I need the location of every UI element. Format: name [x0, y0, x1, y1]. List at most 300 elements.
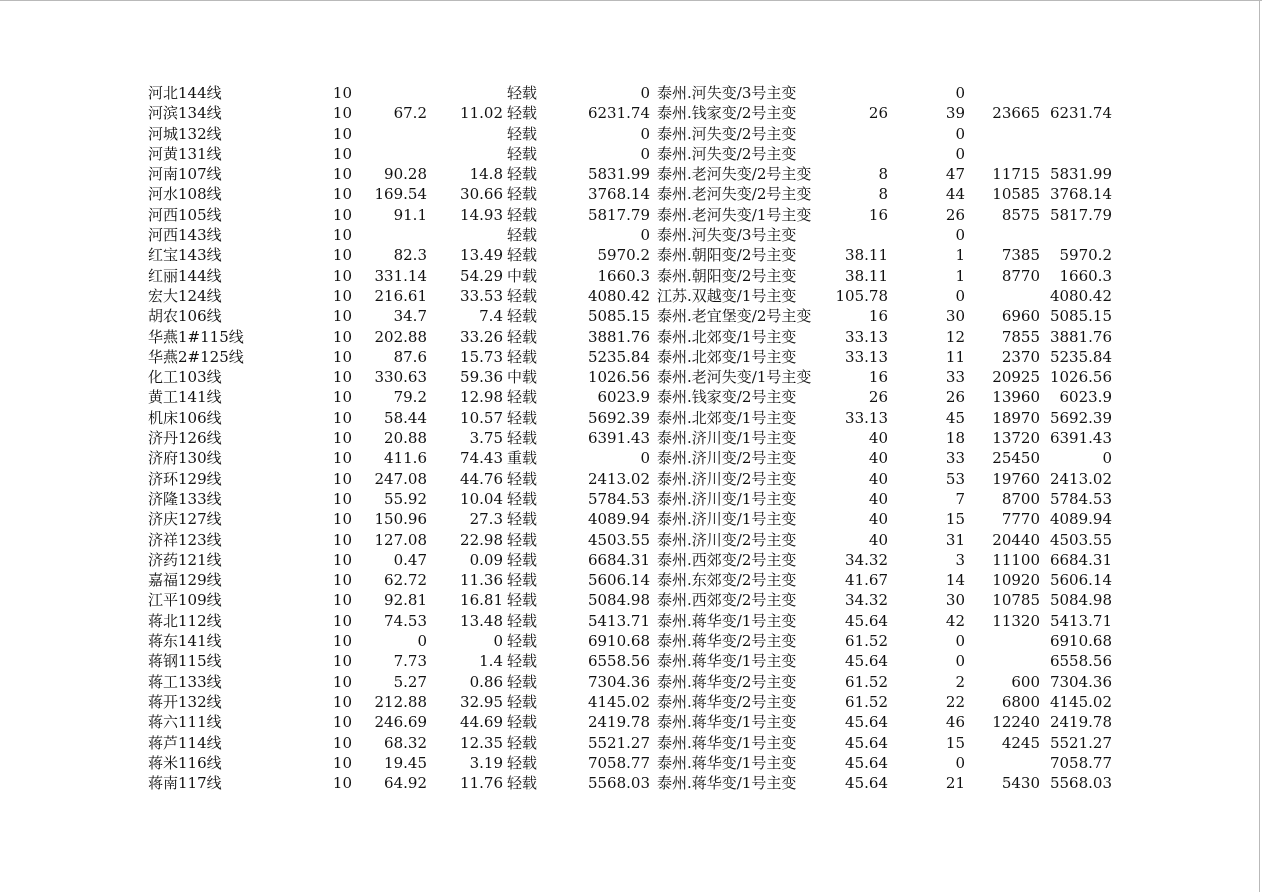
connected-load-cell: 600 [1011, 672, 1040, 691]
table-row [148, 124, 1128, 144]
voltage-cell: 10 [332, 713, 352, 732]
table-row [148, 712, 1128, 732]
voltage-cell: 10 [332, 429, 352, 448]
substation-transformer-cell: 泰州.蒋华变/1号主变 [657, 713, 797, 732]
line-name-cell: 华燕2#125线 [148, 347, 244, 366]
load-rate-cell: 74.43 [460, 449, 503, 468]
count-cell: 2 [955, 672, 965, 691]
capacity-cell: 0 [640, 124, 650, 143]
load-rate-cell: 0.09 [469, 550, 503, 569]
table-row [148, 327, 1128, 347]
voltage-cell: 10 [332, 368, 352, 387]
connected-load-cell: 8575 [1001, 205, 1040, 224]
line-name-cell: 蒋米116线 [148, 753, 222, 772]
line-name-cell: 宏大124线 [148, 286, 222, 305]
line-name-cell: 河滨134线 [148, 104, 222, 123]
count-cell: 30 [945, 307, 965, 326]
line-name-cell: 蒋工133线 [148, 672, 222, 691]
line-name-cell: 胡农106线 [148, 307, 222, 326]
load-rate-cell: 3.19 [469, 753, 503, 772]
substation-transformer-cell: 泰州.蒋华变/1号主变 [657, 652, 797, 671]
table-row [148, 387, 1128, 407]
capacity-cell: 1026.56 [587, 368, 650, 387]
capacity-cell: 5831.99 [587, 165, 650, 184]
connected-load-cell: 8700 [1001, 489, 1040, 508]
capacity-cell: 5692.39 [587, 408, 650, 427]
available-capacity-cell: 2419.78 [1049, 713, 1112, 732]
available-capacity-cell: 5085.15 [1049, 307, 1112, 326]
load-status-cell: 轻载 [507, 144, 538, 163]
load-status-cell: 轻载 [507, 388, 538, 407]
voltage-cell: 10 [332, 652, 352, 671]
table-row [148, 530, 1128, 550]
line-name-cell: 济环129线 [148, 469, 222, 488]
substation-transformer-cell: 泰州.济川变/2号主变 [657, 530, 797, 549]
count-cell: 44 [945, 185, 965, 204]
connected-load-cell: 6800 [1001, 692, 1040, 711]
capacity-cell: 6391.43 [587, 429, 650, 448]
load-rate-cell: 30.66 [460, 185, 503, 204]
count-cell: 18 [945, 429, 965, 448]
substation-transformer-cell: 泰州.蒋华变/2号主变 [657, 692, 797, 711]
line-name-cell: 蒋东141线 [148, 632, 222, 651]
load-rate-cell: 15.73 [460, 347, 503, 366]
available-capacity-cell [1040, 225, 1112, 245]
page-top-border [0, 0, 1262, 1]
substation-transformer-cell: 泰州.东郊变/2号主变 [657, 571, 797, 590]
load-status-cell: 轻载 [507, 226, 538, 245]
load-status-cell: 轻载 [507, 550, 538, 569]
connected-load-cell: 8770 [1001, 266, 1040, 285]
transformer-capacity-cell: 61.52 [845, 632, 888, 651]
capacity-cell: 5568.03 [587, 774, 650, 793]
line-name-cell: 机床106线 [148, 408, 222, 427]
capacity-cell: 6910.68 [587, 632, 650, 651]
transformer-capacity-cell: 61.52 [845, 692, 888, 711]
available-capacity-cell: 7304.36 [1049, 672, 1112, 691]
load-status-cell: 轻载 [507, 286, 538, 305]
line-name-cell: 河北144线 [148, 84, 222, 102]
current-cell: 7.73 [393, 652, 427, 671]
count-cell: 1 [955, 246, 965, 265]
substation-transformer-cell: 泰州.蒋华变/1号主变 [657, 733, 797, 752]
transformer-capacity-cell: 16 [868, 205, 888, 224]
line-name-cell: 华燕1#115线 [148, 327, 244, 346]
load-rate-cell: 0.86 [469, 672, 503, 691]
transformer-capacity-cell [815, 144, 888, 164]
available-capacity-cell: 5831.99 [1049, 165, 1112, 184]
count-cell: 22 [945, 692, 965, 711]
load-rate-cell: 27.3 [469, 510, 503, 529]
available-capacity-cell: 3881.76 [1049, 327, 1112, 346]
line-name-cell: 蒋南117线 [148, 774, 222, 793]
available-capacity-cell: 6231.74 [1049, 104, 1112, 123]
line-name-cell: 济药121线 [148, 550, 222, 569]
substation-transformer-cell: 泰州.河失变/3号主变 [657, 226, 797, 245]
transformer-capacity-cell: 61.52 [845, 672, 888, 691]
load-status-cell: 轻载 [507, 429, 538, 448]
connected-load-cell: 10920 [992, 571, 1040, 590]
available-capacity-cell: 5084.98 [1049, 591, 1112, 610]
table-row [148, 347, 1128, 367]
transformer-capacity-cell: 40 [868, 469, 888, 488]
count-cell: 1 [955, 266, 965, 285]
connected-load-cell: 12240 [992, 713, 1040, 732]
transformer-capacity-cell: 34.32 [845, 550, 888, 569]
substation-transformer-cell: 泰州.老河失变/1号主变 [657, 205, 812, 224]
load-status-cell: 轻载 [507, 632, 538, 651]
count-cell: 42 [945, 611, 965, 630]
count-cell: 15 [945, 733, 965, 752]
count-cell: 11 [945, 347, 965, 366]
load-rate-cell: 33.53 [460, 286, 503, 305]
capacity-cell: 4503.55 [587, 530, 650, 549]
load-rate-cell: 1.4 [479, 652, 503, 671]
transformer-capacity-cell: 38.11 [845, 266, 888, 285]
connected-load-cell [965, 225, 1040, 245]
substation-transformer-cell: 泰州.济川变/1号主变 [657, 429, 797, 448]
connected-load-cell: 11320 [992, 611, 1040, 630]
load-rate-cell: 14.8 [469, 165, 503, 184]
substation-transformer-cell: 泰州.钱家变/2号主变 [657, 104, 797, 123]
connected-load-cell: 7855 [1001, 327, 1040, 346]
load-rate-cell: 13.48 [460, 611, 503, 630]
capacity-cell: 0 [640, 449, 650, 468]
transformer-capacity-cell: 45.64 [845, 733, 888, 752]
count-cell: 15 [945, 510, 965, 529]
available-capacity-cell: 5521.27 [1049, 733, 1112, 752]
connected-load-cell: 6960 [1001, 307, 1040, 326]
substation-transformer-cell: 泰州.老河失变/1号主变 [657, 368, 812, 387]
table-row [148, 489, 1128, 509]
voltage-cell: 10 [332, 550, 352, 569]
load-rate-cell: 44.69 [460, 713, 503, 732]
load-rate-cell: 12.35 [460, 733, 503, 752]
current-cell: 92.81 [384, 591, 427, 610]
substation-transformer-cell: 泰州.老河失变/2号主变 [657, 165, 812, 184]
load-status-cell: 轻载 [507, 571, 538, 590]
load-status-cell: 轻载 [507, 84, 538, 102]
capacity-cell: 2413.02 [587, 469, 650, 488]
current-cell: 0.47 [393, 550, 427, 569]
count-cell: 0 [955, 652, 965, 671]
capacity-cell: 5970.2 [597, 246, 650, 265]
table-row [148, 509, 1128, 529]
capacity-cell: 7304.36 [587, 672, 650, 691]
load-rate-cell: 10.57 [460, 408, 503, 427]
current-cell: 68.32 [384, 733, 427, 752]
feeder-load-table [148, 83, 1128, 793]
capacity-cell: 5817.79 [587, 205, 650, 224]
connected-load-cell [965, 144, 1040, 164]
capacity-cell: 4089.94 [587, 510, 650, 529]
voltage-cell: 10 [332, 205, 352, 224]
current-cell: 331.14 [374, 266, 427, 285]
capacity-cell: 5413.71 [587, 611, 650, 630]
current-cell: 246.69 [374, 713, 427, 732]
current-cell: 58.44 [384, 408, 427, 427]
connected-load-cell: 11100 [992, 550, 1040, 569]
capacity-cell: 5521.27 [587, 733, 650, 752]
load-rate-cell: 16.81 [460, 591, 503, 610]
load-status-cell: 轻载 [507, 165, 538, 184]
load-rate-cell: 22.98 [460, 530, 503, 549]
connected-load-cell: 7385 [1001, 246, 1040, 265]
line-name-cell: 化工103线 [148, 368, 222, 387]
voltage-cell: 10 [332, 753, 352, 772]
capacity-cell: 5606.14 [587, 571, 650, 590]
substation-transformer-cell: 泰州.济川变/1号主变 [657, 489, 797, 508]
voltage-cell: 10 [332, 571, 352, 590]
table-row [148, 570, 1128, 590]
current-cell: 62.72 [384, 571, 427, 590]
count-cell: 0 [955, 286, 965, 305]
current-cell: 330.63 [374, 368, 427, 387]
transformer-capacity-cell: 40 [868, 489, 888, 508]
count-cell: 39 [945, 104, 965, 123]
load-status-cell: 轻载 [507, 408, 538, 427]
load-status-cell: 重载 [507, 449, 538, 468]
voltage-cell: 10 [332, 327, 352, 346]
voltage-cell: 10 [332, 226, 352, 245]
current-cell [352, 124, 427, 144]
count-cell: 47 [945, 165, 965, 184]
substation-transformer-cell: 泰州.北郊变/1号主变 [657, 408, 797, 427]
connected-load-cell: 10585 [992, 185, 1040, 204]
count-cell: 33 [945, 449, 965, 468]
substation-transformer-cell: 泰州.蒋华变/1号主变 [657, 774, 797, 793]
available-capacity-cell: 6684.31 [1049, 550, 1112, 569]
load-status-cell: 轻载 [507, 672, 538, 691]
count-cell: 46 [945, 713, 965, 732]
transformer-capacity-cell: 45.64 [845, 753, 888, 772]
line-name-cell: 蒋北112线 [148, 611, 222, 630]
load-status-cell: 轻载 [507, 733, 538, 752]
count-cell: 12 [945, 327, 965, 346]
connected-load-cell [965, 83, 1040, 103]
current-cell: 5.27 [393, 672, 427, 691]
connected-load-cell: 5430 [1001, 774, 1040, 793]
capacity-cell: 4145.02 [587, 692, 650, 711]
count-cell: 26 [945, 388, 965, 407]
line-name-cell: 蒋芦114线 [148, 733, 222, 752]
available-capacity-cell: 4145.02 [1049, 692, 1112, 711]
table-row [148, 266, 1128, 286]
table-row [148, 448, 1128, 468]
count-cell: 14 [945, 571, 965, 590]
line-name-cell: 河水108线 [148, 185, 222, 204]
substation-transformer-cell: 泰州.济川变/1号主变 [657, 510, 797, 529]
load-status-cell: 轻载 [507, 205, 538, 224]
current-cell: 20.88 [384, 429, 427, 448]
voltage-cell: 10 [332, 347, 352, 366]
available-capacity-cell: 5970.2 [1059, 246, 1112, 265]
substation-transformer-cell: 泰州.蒋华变/2号主变 [657, 632, 797, 651]
connected-load-cell: 2370 [1001, 347, 1040, 366]
load-rate-cell: 10.04 [460, 489, 503, 508]
connected-load-cell [965, 124, 1040, 144]
load-status-cell: 轻载 [507, 652, 538, 671]
available-capacity-cell: 6910.68 [1049, 632, 1112, 651]
count-cell: 0 [955, 753, 965, 772]
connected-load-cell: 18970 [992, 408, 1040, 427]
capacity-cell: 0 [640, 226, 650, 245]
table-row [148, 631, 1128, 651]
voltage-cell: 10 [332, 388, 352, 407]
load-rate-cell [427, 124, 503, 144]
load-status-cell: 轻载 [507, 753, 538, 772]
table-row [148, 367, 1128, 387]
line-name-cell: 济祥123线 [148, 530, 222, 549]
current-cell: 82.3 [393, 246, 427, 265]
line-name-cell: 嘉福129线 [148, 571, 222, 590]
current-cell: 67.2 [393, 104, 427, 123]
count-cell: 0 [955, 144, 965, 163]
current-cell: 64.92 [384, 774, 427, 793]
load-rate-cell: 14.93 [460, 205, 503, 224]
current-cell [352, 225, 427, 245]
load-status-cell: 轻载 [507, 104, 538, 123]
load-status-cell: 轻载 [507, 774, 538, 793]
substation-transformer-cell: 泰州.河失变/2号主变 [657, 124, 797, 143]
load-rate-cell: 13.49 [460, 246, 503, 265]
count-cell: 0 [955, 84, 965, 102]
capacity-cell: 4080.42 [587, 286, 650, 305]
connected-load-cell: 20440 [992, 530, 1040, 549]
current-cell: 55.92 [384, 489, 427, 508]
count-cell: 26 [945, 205, 965, 224]
transformer-capacity-cell: 26 [868, 104, 888, 123]
current-cell: 87.6 [393, 347, 427, 366]
line-name-cell: 河西143线 [148, 226, 222, 245]
voltage-cell: 10 [332, 489, 352, 508]
table-row [148, 773, 1128, 793]
capacity-cell: 6023.9 [597, 388, 650, 407]
line-name-cell: 河黄131线 [148, 144, 222, 163]
substation-transformer-cell: 泰州.河失变/2号主变 [657, 144, 797, 163]
voltage-cell: 10 [332, 611, 352, 630]
transformer-capacity-cell: 16 [868, 368, 888, 387]
available-capacity-cell: 5413.71 [1049, 611, 1112, 630]
line-name-cell: 红宝143线 [148, 246, 222, 265]
available-capacity-cell: 4089.94 [1049, 510, 1112, 529]
load-status-cell: 轻载 [507, 327, 538, 346]
available-capacity-cell: 6558.56 [1049, 652, 1112, 671]
table-row [148, 306, 1128, 326]
count-cell: 0 [955, 226, 965, 245]
transformer-capacity-cell: 33.13 [845, 408, 888, 427]
connected-load-cell [965, 631, 1040, 651]
current-cell: 202.88 [374, 327, 427, 346]
substation-transformer-cell: 泰州.朝阳变/2号主变 [657, 246, 797, 265]
substation-transformer-cell: 泰州.蒋华变/1号主变 [657, 753, 797, 772]
load-rate-cell: 7.4 [479, 307, 503, 326]
capacity-cell: 0 [640, 144, 650, 163]
line-name-cell: 济庆127线 [148, 510, 222, 529]
voltage-cell: 10 [332, 469, 352, 488]
current-cell: 127.08 [374, 530, 427, 549]
current-cell: 34.7 [393, 307, 427, 326]
count-cell: 0 [955, 632, 965, 651]
transformer-capacity-cell [815, 83, 888, 103]
available-capacity-cell: 4503.55 [1049, 530, 1112, 549]
connected-load-cell [965, 753, 1040, 773]
voltage-cell: 10 [332, 449, 352, 468]
available-capacity-cell [1040, 144, 1112, 164]
current-cell: 150.96 [374, 510, 427, 529]
load-status-cell: 轻载 [507, 307, 538, 326]
table-row [148, 469, 1128, 489]
current-cell: 74.53 [384, 611, 427, 630]
load-rate-cell: 11.02 [460, 104, 503, 123]
available-capacity-cell: 1026.56 [1049, 368, 1112, 387]
load-rate-cell: 11.36 [460, 571, 503, 590]
voltage-cell: 10 [332, 510, 352, 529]
table-row [148, 753, 1128, 773]
substation-transformer-cell: 江苏.双越变/1号主变 [657, 286, 797, 305]
available-capacity-cell: 0 [1102, 449, 1112, 468]
voltage-cell: 10 [332, 124, 352, 143]
line-name-cell: 济丹126线 [148, 429, 222, 448]
load-status-cell: 轻载 [507, 489, 538, 508]
table-row [148, 205, 1128, 225]
load-status-cell: 中载 [507, 368, 538, 387]
connected-load-cell: 13720 [992, 429, 1040, 448]
connected-load-cell: 13960 [992, 388, 1040, 407]
substation-transformer-cell: 泰州.蒋华变/2号主变 [657, 672, 797, 691]
substation-transformer-cell: 泰州.济川变/2号主变 [657, 469, 797, 488]
current-cell [352, 144, 427, 164]
line-name-cell: 黄工141线 [148, 388, 222, 407]
transformer-capacity-cell: 45.64 [845, 611, 888, 630]
load-status-cell: 轻载 [507, 611, 538, 630]
current-cell: 91.1 [393, 205, 427, 224]
capacity-cell: 5084.98 [587, 591, 650, 610]
available-capacity-cell: 7058.77 [1049, 753, 1112, 772]
capacity-cell: 6558.56 [587, 652, 650, 671]
line-name-cell: 红丽144线 [148, 266, 222, 285]
table-row [148, 164, 1128, 184]
load-rate-cell: 33.26 [460, 327, 503, 346]
load-rate-cell: 11.76 [460, 774, 503, 793]
current-cell: 79.2 [393, 388, 427, 407]
capacity-cell: 2419.78 [587, 713, 650, 732]
voltage-cell: 10 [332, 530, 352, 549]
voltage-cell: 10 [332, 591, 352, 610]
table-row [148, 144, 1128, 164]
load-status-cell: 轻载 [507, 713, 538, 732]
count-cell: 0 [955, 124, 965, 143]
table-row [148, 692, 1128, 712]
count-cell: 7 [955, 489, 965, 508]
line-name-cell: 蒋钢115线 [148, 652, 222, 671]
transformer-capacity-cell: 41.67 [845, 571, 888, 590]
voltage-cell: 10 [332, 632, 352, 651]
count-cell: 31 [945, 530, 965, 549]
connected-load-cell: 11715 [992, 165, 1040, 184]
load-status-cell: 轻载 [507, 530, 538, 549]
transformer-capacity-cell: 40 [868, 449, 888, 468]
line-name-cell: 江平109线 [148, 591, 222, 610]
table-row [148, 225, 1128, 245]
load-rate-cell [427, 144, 503, 164]
substation-transformer-cell: 泰州.老河失变/2号主变 [657, 185, 812, 204]
count-cell: 21 [945, 774, 965, 793]
table-row [148, 590, 1128, 610]
line-name-cell: 河南107线 [148, 165, 222, 184]
voltage-cell: 10 [332, 307, 352, 326]
transformer-capacity-cell: 40 [868, 429, 888, 448]
